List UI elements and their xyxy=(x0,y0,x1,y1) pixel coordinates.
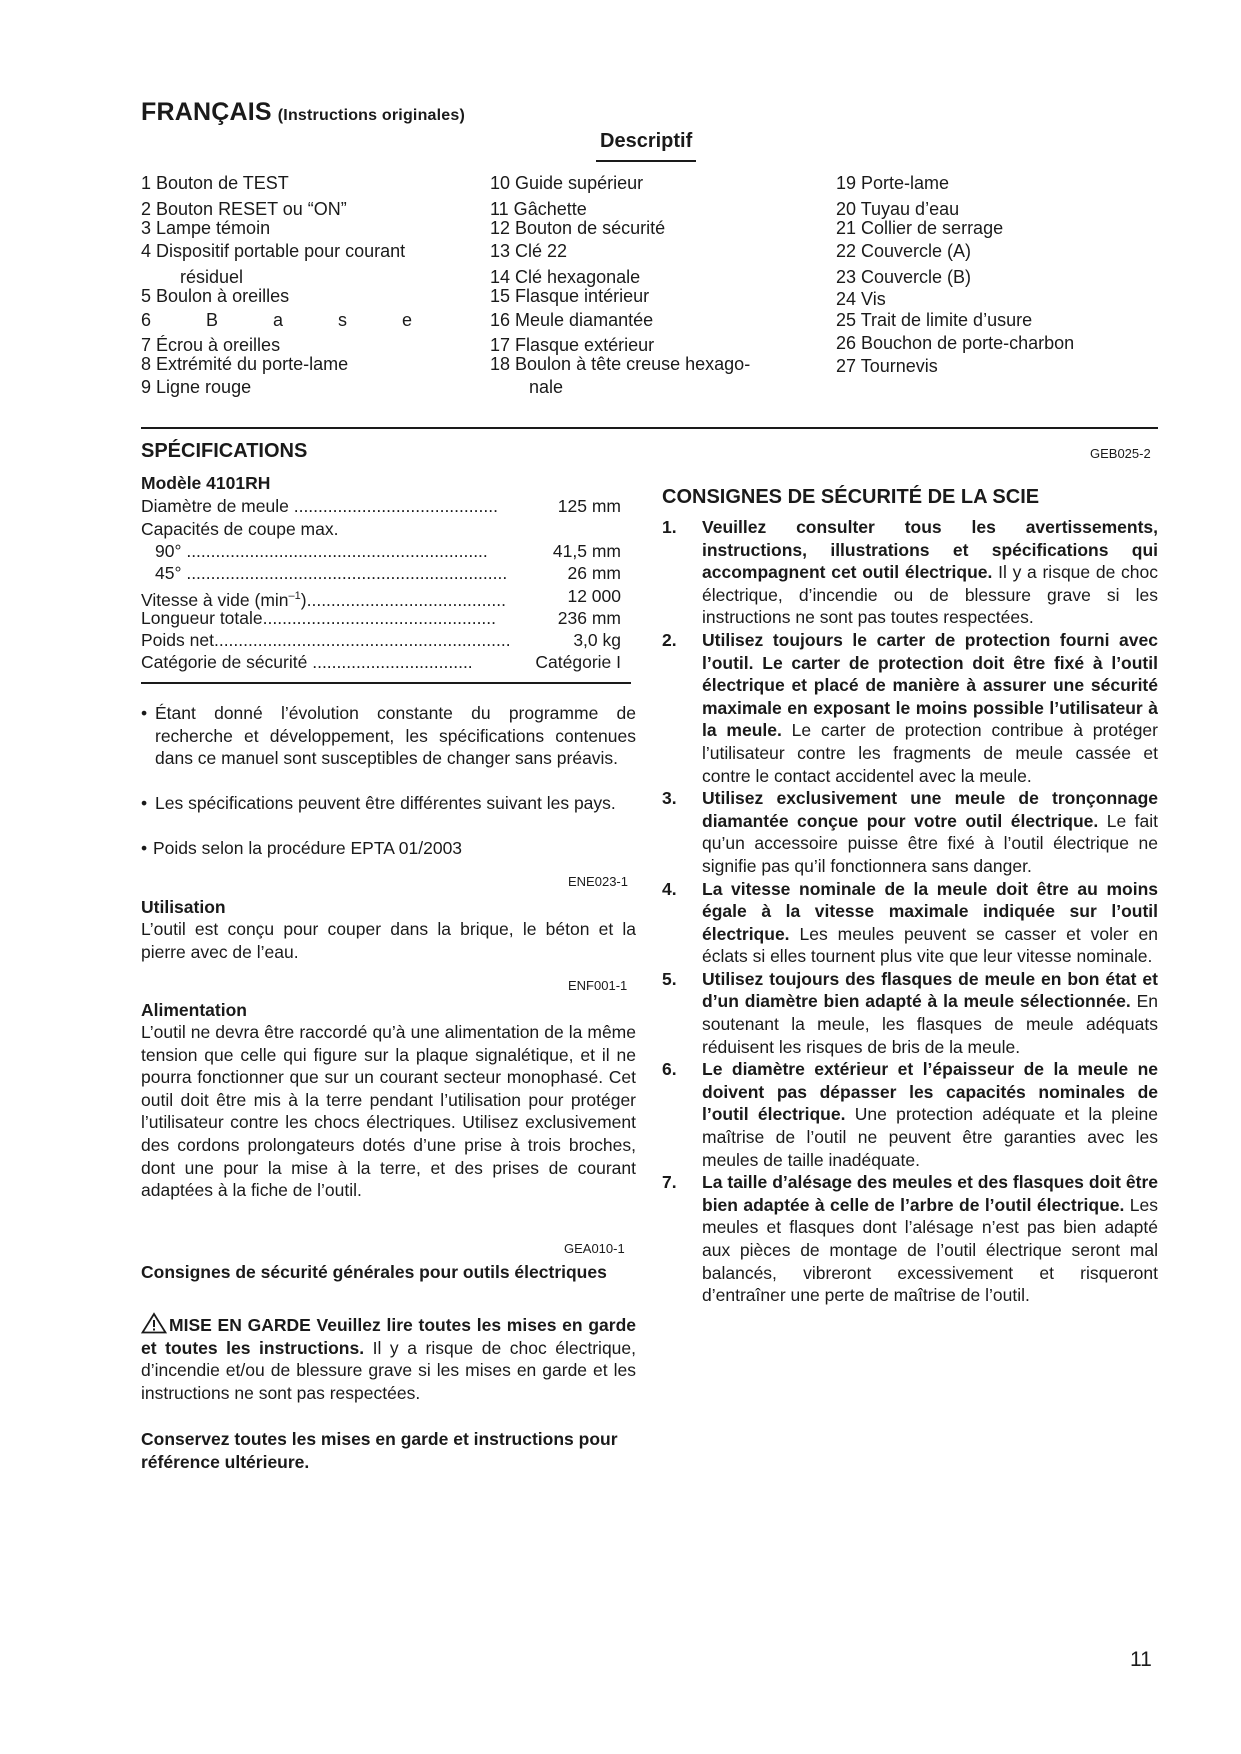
parts-item: 2 Bouton RESET ou “ON” xyxy=(141,199,347,219)
parts-item: 27 Tournevis xyxy=(836,356,938,376)
parts-item: 13 Clé 22 xyxy=(490,241,568,261)
spec-bullet: • Les spécifications peuvent être différentes suivant les pays. xyxy=(141,793,616,813)
spec-value: 41,5 mm xyxy=(552,541,621,561)
warning-triangle-icon xyxy=(141,1312,167,1334)
parts-item: 15 Flasque intérieur xyxy=(490,286,650,306)
spec-label: Vitesse à vide (min xyxy=(141,589,289,610)
language-title: FRANÇAIS xyxy=(141,98,272,126)
safety-item: 3. Utilisez exclusivement une meule de tronçonnage diamantée conçue pour votre outil électrique. Le fait qu’un accessoire puisse être fixé à l’outil électrique ne signifie pas qu’il fonctionnera sans danger. xyxy=(662,788,1158,876)
specifications-rule xyxy=(141,682,631,684)
parts-item: 17 Flasque extérieur xyxy=(490,335,655,355)
general-safety-code: GEA010-1 xyxy=(564,1241,625,1256)
safety-item: 4. La vitesse nominale de la meule doit être au moins égale à la vitesse maximale indiquée sur l’outil électrique. Les meules peuvent se casser et voler en éclats si elles tournent plus vite que leur vitesse nominale. xyxy=(662,878,1158,967)
utilisation-text: L’outil est conçu pour couper dans la brique, le béton et la pierre avec de l’eau. xyxy=(141,919,636,962)
parts-item: 24 Vis xyxy=(836,289,886,309)
general-safety-warning xyxy=(141,1312,636,1404)
parts-item: 25 Trait de limite d’usure xyxy=(836,310,1033,330)
spec-label: Capacités de coupe max. xyxy=(141,519,339,539)
general-safety-title: Consignes de sécurité générales pour outils électriques xyxy=(141,1262,607,1282)
saw-safety-list xyxy=(662,516,1158,1307)
spec-label-end: ) xyxy=(300,589,307,610)
descriptif-title: Descriptif xyxy=(600,130,693,152)
parts-item: 5 Boulon à oreilles xyxy=(141,286,290,306)
safety-item: 7. La taille d’alésage des meules et des flasques doit être bien adaptée à celle de l’arbre de l’outil électrique. Les meules et flasques dont l’alésage n’est pas bien adapté aux pièces de montage de l’outil électrique seront mal balancés, vibreront excessivement et risqueront d’entraîner une perte de maîtrise de l’outil. xyxy=(662,1172,1159,1306)
spec-row xyxy=(141,518,621,541)
spec-label-superscript: –1 xyxy=(288,590,301,602)
warning-text: Il y a risque de choc électrique, d’incendie et/ou de blessure grave si les mises en garde et les instructions ne sont pas respectées. xyxy=(141,1337,636,1403)
warning-bold-text: MISE EN GARDE Veuillez lire toutes les mises en garde et toutes les instructions. xyxy=(141,1315,636,1358)
parts-item: 26 Bouchon de porte-charbon xyxy=(836,333,1075,353)
spec-row: Diamètre de meule .......................................... 125 mm xyxy=(141,496,621,516)
parts-item: 23 Couvercle (B) xyxy=(836,267,972,287)
safety-item: 6. Le diamètre extérieur et l’épaisseur de la meule ne doivent pas dépasser les capacités nominales de l’outil électrique. Une protection adéquate et la pleine maîtrise de l’outil ne peuvent être garanties avec les meules de taille inadéquate. xyxy=(662,1059,1158,1170)
parts-item: résiduel xyxy=(180,267,244,287)
spec-row: Longueur totale................................................ 236 mm xyxy=(141,608,621,628)
section-divider xyxy=(141,427,1158,429)
specifications-code: GEB025-2 xyxy=(1090,446,1151,461)
spec-row: 90° .............................................................. 41,5 mm xyxy=(141,540,621,563)
spec-bullet: • Poids selon la procédure EPTA 01/2003 xyxy=(141,838,463,858)
parts-item: 19 Porte-lame xyxy=(836,173,950,193)
spec-value: 12 000 xyxy=(567,586,621,606)
utilisation-code: ENE023-1 xyxy=(568,874,628,889)
spec-value: 3,0 kg xyxy=(573,630,621,650)
parts-item: 7 Écrou à oreilles xyxy=(141,335,281,355)
parts-item: 10 Guide supérieur xyxy=(490,173,644,193)
safety-item: 5. Utilisez toujours des flasques de meule en bon état et d’un diamètre bien adapté à la meule sélectionnée. En soutenant la meule, les flasques de meule adéquats réduisent les risques de bris de la meule. xyxy=(662,968,1158,1057)
alimentation-title: Alimentation xyxy=(141,1000,247,1020)
page-number: 11 xyxy=(1130,1648,1152,1671)
parts-item: 3 Lampe témoin xyxy=(141,218,271,238)
saw-safety-title: CONSIGNES DE SÉCURITÉ DE LA SCIE xyxy=(662,486,1040,508)
parts-item: 1 Bouton de TEST xyxy=(141,173,289,193)
parts-item: nale xyxy=(529,377,564,397)
parts-item: 18 Boulon à tête creuse hexago- xyxy=(490,354,751,374)
parts-item: 9 Ligne rouge xyxy=(141,377,252,397)
spec-label: Diamètre de meule xyxy=(141,496,289,516)
spec-row: Catégorie de sécurité ................................. Catégorie I xyxy=(141,652,621,672)
keep-instructions-note: Conservez toutes les mises en garde et instructions pour référence ultérieure. xyxy=(141,1429,618,1472)
utilisation-title: Utilisation xyxy=(141,897,226,917)
parts-item: 20 Tuyau d’eau xyxy=(836,199,960,219)
header-subtitle: (Instructions originales) xyxy=(277,107,466,124)
spec-label: 45° xyxy=(155,563,182,583)
parts-item: 6 B a s e xyxy=(141,310,431,330)
safety-item: 2. Utilisez toujours le carter de protection fourni avec l’outil. Le carter de protection doit être fixé à l’outil électrique et placé de manière à assurer une sécurité maximale en exposant le moins possible l’utilisateur à la meule. Le carter de protection contribue à protéger l’utilisateur contre les fragments de meule cassée et contre le contact accidentel avec la meule. xyxy=(662,629,1158,786)
parts-item: 11 Gâchette xyxy=(490,199,587,219)
page-header xyxy=(141,98,465,127)
alimentation-text: L’outil ne devra être raccordé qu’à une alimentation de la même tension que celle qui figure sur la plaque signalétique, et il ne pourra fonctionner que sur un courant secteur monophasé. Cet outil doit être mis à la terre pendant l’utilisation pour protéger l’utilisateur contre les chocs électriques. Utilisez exclusivement des cordons prolongateurs dotés d’une prise à trois broches, dont une pour la mise à la terre, et des prises de courant adaptées à la fiche de l’outil. xyxy=(141,1022,636,1201)
parts-item: 16 Meule diamantée xyxy=(490,310,654,330)
spec-row: Vitesse à vide $(\min^{-1})$......................................... 12 000 xyxy=(141,586,621,610)
model-name: Modèle 4101RH xyxy=(141,473,271,493)
safety-item: 1. Veuillez consulter tous les avertissements, instructions, illustrations et spécifications qui accompagnent cet outil électrique. Il y a risque de choc électrique, d’incendie ou de blessure grave si les instructions ne sont pas toutes respectées. xyxy=(662,517,1158,628)
spec-row: 45° .................................................................. 26 mm xyxy=(141,562,621,585)
spec-label: 90° xyxy=(155,541,182,561)
spec-value: 125 mm xyxy=(557,496,621,516)
spec-label: Catégorie de sécurité xyxy=(141,652,308,672)
spec-value: Catégorie I xyxy=(535,652,621,672)
spec-label: Longueur totale xyxy=(141,608,263,628)
spec-value: 236 mm xyxy=(557,608,621,628)
parts-item: 14 Clé hexagonale xyxy=(490,267,641,287)
parts-item: 22 Couvercle (A) xyxy=(836,241,972,261)
specifications-title: SPÉCIFICATIONS xyxy=(141,440,308,462)
spec-bullet: • Étant donné l’évolution constante du programme de recherche et développement, les spécifications contenues dans ce manuel sont susceptibles de changer sans préavis. xyxy=(141,703,636,769)
parts-item: 21 Collier de serrage xyxy=(836,218,1004,238)
parts-item: 4 Dispositif portable pour courant xyxy=(141,241,406,261)
parts-item: 12 Bouton de sécurité xyxy=(490,218,666,238)
spec-value: 26 mm xyxy=(567,563,621,583)
alimentation-code: ENF001-1 xyxy=(568,978,628,993)
spec-row: Poids net............................................................. 3,0 kg xyxy=(141,630,621,650)
spec-label: Poids net xyxy=(141,630,214,650)
parts-item: 8 Extrémité du porte-lame xyxy=(141,354,349,374)
descriptif-underline xyxy=(596,160,696,162)
